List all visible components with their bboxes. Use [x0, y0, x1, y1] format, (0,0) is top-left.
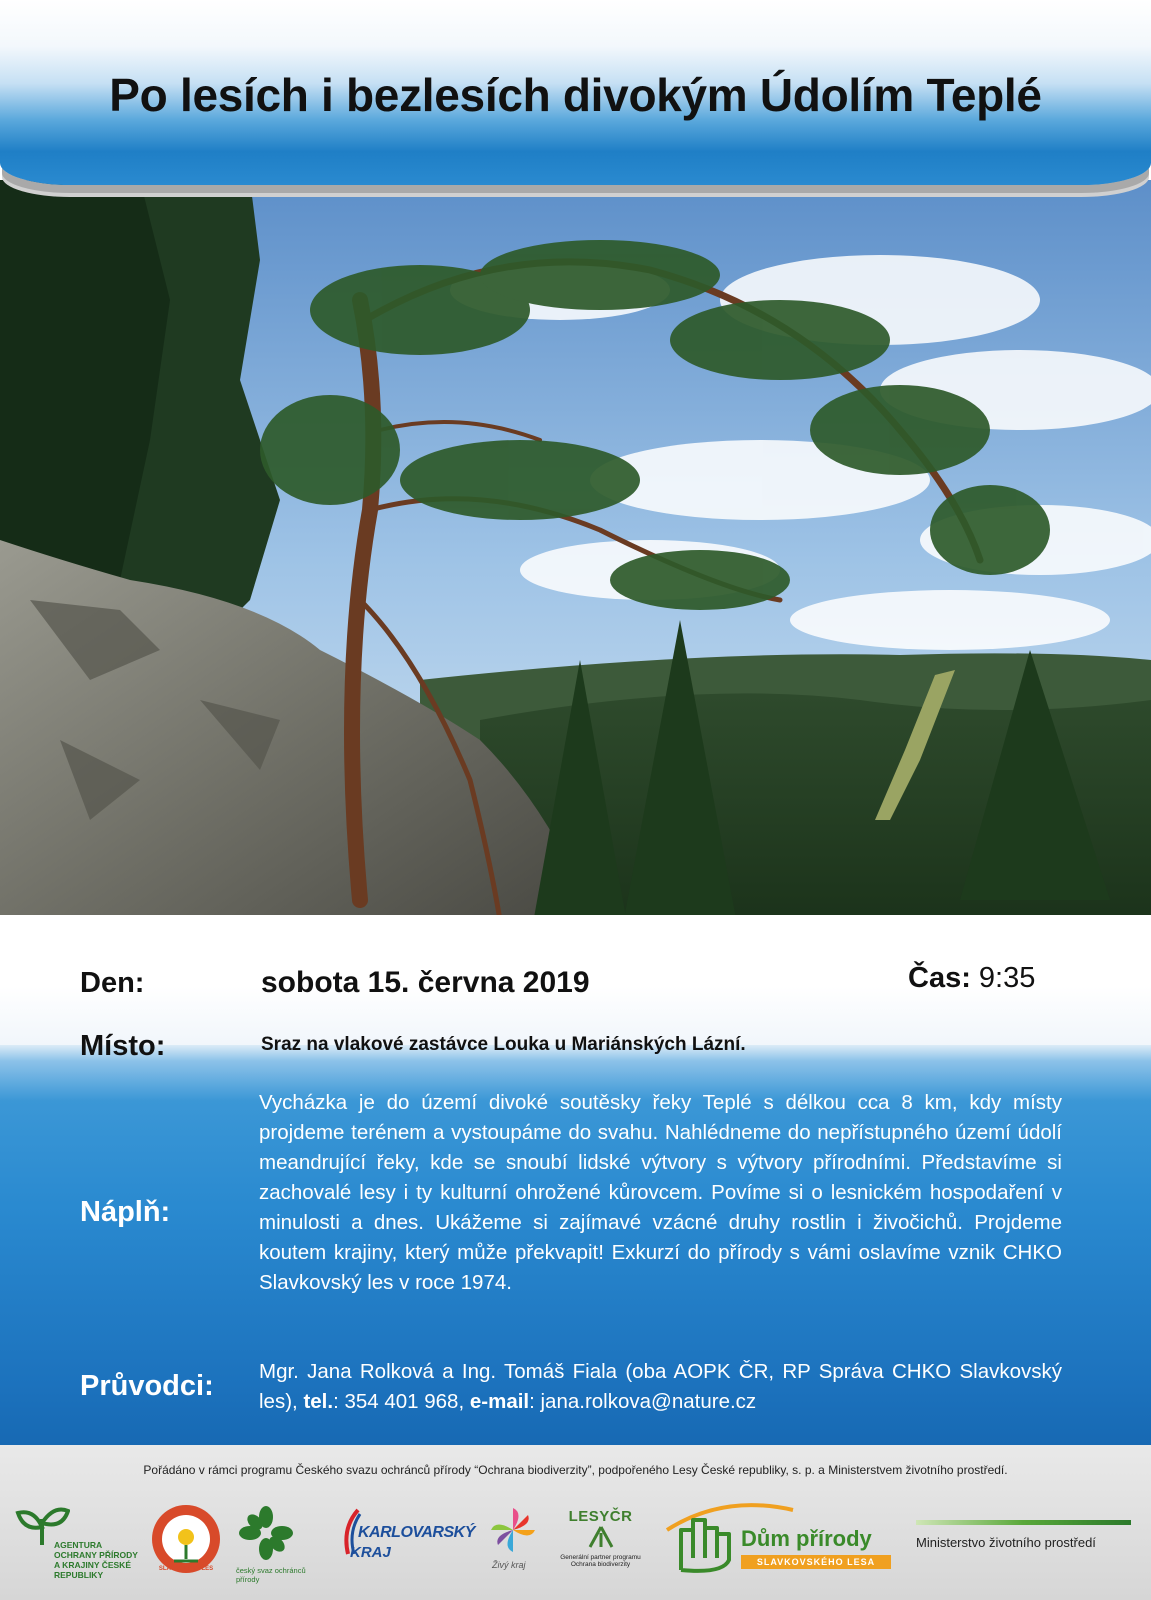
ministerstvo-stripe	[916, 1520, 1131, 1525]
place-label: Místo:	[80, 1030, 166, 1062]
aopk-logo	[14, 1505, 144, 1580]
photo-illustration	[0, 180, 1151, 940]
page-title: Po lesích i bezlesích divokým Údolím Teplé	[109, 69, 1042, 121]
lesy-cr-text: LESYČR	[568, 1508, 633, 1525]
zivy-kraj-logo	[488, 1505, 548, 1570]
slavkovsky-les-logo	[150, 1503, 222, 1572]
lesy-cr-tree-icon	[586, 1525, 616, 1549]
dum-prirody-subtext: SLAVKOVSKÉHO LESA	[741, 1555, 891, 1569]
content-value: Vycházka je do území divoké soutěsky řeky Teplé s délkou cca 8 km, kdy místy projdeme terénem a vystoupáme do svahu. Nahlédneme do nepřístupného území údolí meandrující řeky, kde se snoubí lidské výtvory s výtvory přírodními. Představíme si zachovalé lesy i ty kulturní ohrožené kůrovcem. Povíme si o lesnickém hospodaření v minulosti a dnes. Ukážeme si zajímavé vzácné druhy rostlin i živočichů. Projdeme koutem krajiny, který může překvapit! Exkurzí do přírody s vámi oslavíme vznik CHKO Slavkovský les v roce 1974.	[259, 1091, 1062, 1294]
csop-flower-icon	[236, 1505, 296, 1561]
guides-label: Průvodci:	[80, 1370, 214, 1402]
landscape-photo	[0, 180, 1151, 940]
karlovarsky-text-1: KARLOVARSKÝ	[358, 1524, 475, 1541]
email-value[interactable]: : jana.rolkova@nature.cz	[529, 1390, 757, 1413]
karlovarsky-text-2: KRAJ	[350, 1544, 391, 1561]
guides-text: Mgr. Jana Rolková a Ing. Tomáš Fiala (oba AOPK ČR, RP Správa CHKO Slavkovský les),	[259, 1360, 1062, 1413]
dum-prirody-logo	[663, 1500, 903, 1580]
organizer-note: Pořádáno v rámci programu Českého svazu ochránců přírody “Ochrana biodiverzity”, podpořeného Lesy České republiky, s. p. a Ministerstvem životního prostředí.	[143, 1463, 1008, 1477]
csop-logo-text: český svaz ochránců přírody	[236, 1566, 306, 1584]
day-value: sobota 15. června 2019	[261, 966, 590, 999]
time-value: 9:35	[978, 962, 1036, 994]
tel-value: : 354 401 968,	[333, 1390, 465, 1413]
place-value: Sraz na vlakové zastávce Louka u Mariánských Lázní.	[261, 1034, 746, 1055]
email-label: e-mail	[469, 1390, 530, 1413]
aopk-logo-text: AGENTURA OCHRANY PŘÍRODY A KRAJINY ČESKÉ REPUBLIKY	[54, 1540, 138, 1580]
header-banner	[0, 0, 1151, 200]
zivy-kraj-text: Živý kraj	[492, 1560, 526, 1570]
ministerstvo-logo	[916, 1520, 1131, 1550]
zivy-kraj-pinwheel-icon	[488, 1505, 538, 1555]
time-label: Čas:	[908, 962, 971, 994]
lesy-cr-subtext: Generální partner programu Ochrana biodiverzity	[560, 1554, 641, 1568]
time-block	[908, 962, 1035, 995]
ministerstvo-text: Ministerstvo životního prostředí	[916, 1535, 1096, 1550]
content-label: Náplň:	[80, 1196, 171, 1228]
day-label: Den:	[80, 967, 145, 999]
csop-logo	[236, 1505, 316, 1584]
lesy-cr-logo	[548, 1508, 653, 1568]
guides-value	[259, 1357, 1062, 1417]
slavkovsky-seal-icon	[150, 1503, 222, 1575]
tel-label: tel.	[303, 1390, 334, 1413]
dum-prirody-text: Dům přírody	[741, 1526, 872, 1551]
slavkovsky-logo-text: SLAVKOVSKÝ LES	[158, 1566, 214, 1572]
